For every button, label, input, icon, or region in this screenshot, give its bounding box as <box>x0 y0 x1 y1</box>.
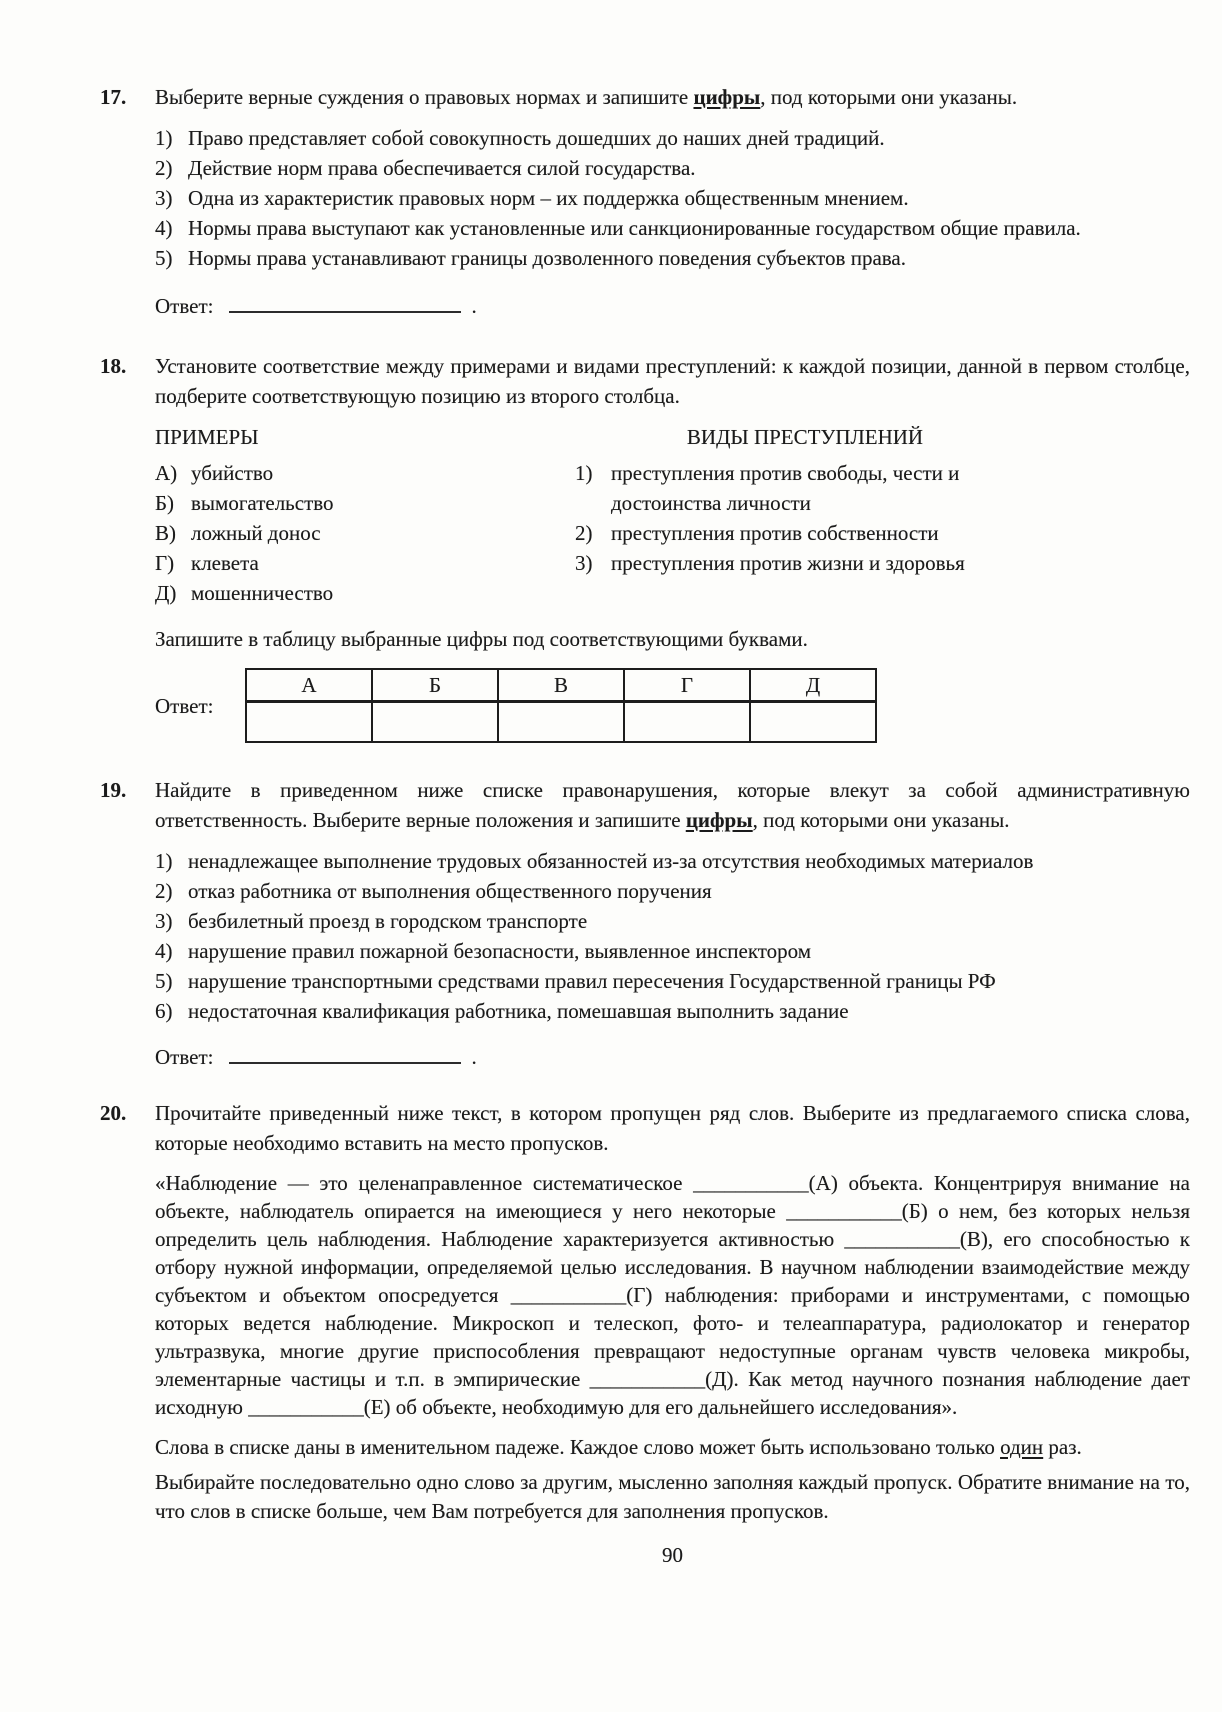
item-number: 1) <box>155 849 173 873</box>
list-item <box>155 153 1190 183</box>
crime-types-column <box>575 422 1035 608</box>
question-18-number: 18. <box>100 354 127 378</box>
table-header-cell: Г <box>624 669 750 702</box>
item-text: нарушение правил пожарной безопасности, выявленное инспектором <box>188 939 812 963</box>
example-item <box>155 458 575 488</box>
item-number: 4) <box>155 939 173 963</box>
table-header-cell: Д <box>750 669 876 702</box>
table-header-row <box>246 669 876 702</box>
table-header-cell: А <box>246 669 372 702</box>
list-item <box>155 243 1190 273</box>
question-17-intro <box>155 82 1190 112</box>
intro-text: Найдите в приведенном ниже списке правонарушения, которые влекут за собой административную ответственность. Выберите верные положения и запишите <box>155 778 1190 832</box>
page-number: 90 <box>662 1543 683 1567</box>
item-number: 3) <box>155 909 173 933</box>
table-input-cell[interactable] <box>372 702 498 743</box>
match-answer-table <box>245 668 877 743</box>
answer-label: Ответ: <box>155 294 214 318</box>
crime-type-item <box>575 548 1035 578</box>
item-letter: Д) <box>155 581 177 605</box>
table-input-cell[interactable] <box>624 702 750 743</box>
question-20-number: 20. <box>100 1101 127 1125</box>
table-header-cell: В <box>498 669 624 702</box>
item-number: 5) <box>155 246 173 270</box>
answer-blank[interactable] <box>229 296 461 313</box>
question-17-number: 17. <box>100 85 127 109</box>
examples-header: ПРИМЕРЫ <box>155 425 259 449</box>
question-19-intro <box>155 775 1190 835</box>
item-number: 3) <box>155 186 173 210</box>
answer-period: . <box>471 1045 477 1069</box>
answer-blank[interactable] <box>229 1047 461 1064</box>
example-item <box>155 548 575 578</box>
item-number: 3) <box>575 551 593 575</box>
item-text: Одна из характеристик правовых норм – их поддержка общественным мнением. <box>188 186 909 210</box>
crime-types-header: ВИДЫ ПРЕСТУПЛЕНИЙ <box>686 425 924 449</box>
note-text: раз. <box>1043 1435 1082 1459</box>
item-text: клевета <box>191 551 259 575</box>
list-item <box>155 936 1190 966</box>
item-letter: Г) <box>155 551 175 575</box>
item-text: Право представляет собой совокупность дошедших до наших дней традиций. <box>188 126 885 150</box>
list-item <box>155 876 1190 906</box>
list-item <box>155 123 1190 153</box>
item-number: 1) <box>155 126 173 150</box>
item-text: убийство <box>191 461 274 485</box>
item-letter: В) <box>155 521 176 545</box>
intro-text: , под которыми они указаны. <box>752 808 1010 832</box>
item-text: недостаточная квалификация работника, помешавшая выполнить задание <box>188 999 849 1023</box>
item-number: 2) <box>155 879 173 903</box>
passage-note-2: Выбирайте последовательно одно слово за другим, мысленно заполняя каждый пропуск. Обратите внимание на то, что слов в списке больше, чем Вам потребуется для заполнения пропусков. <box>155 1470 1190 1523</box>
table-input-cell[interactable] <box>498 702 624 743</box>
answer-label: Ответ: <box>155 1045 214 1069</box>
item-text: преступления против свободы, чести и достоинства личности <box>611 461 960 515</box>
table-input-cell[interactable] <box>246 702 372 743</box>
item-letter: А) <box>155 461 178 485</box>
question-18-intro: Установите соответствие между примерами и видами преступлений: к каждой позиции, данной в первом столбце, подберите соответствующую позицию из второго столбца. <box>155 354 1190 408</box>
question-20-intro: Прочитайте приведенный ниже текст, в котором пропущен ряд слов. Выберите из предлагаемого списка слова, которые необходимо вставить на место пропусков. <box>155 1101 1190 1155</box>
list-item <box>155 846 1190 876</box>
list-item <box>155 183 1190 213</box>
answer-row <box>155 1042 1190 1072</box>
question-19-number: 19. <box>100 778 127 802</box>
table-instruction: Запишите в таблицу выбранные цифры под соответствующими буквами. <box>155 627 808 651</box>
item-text: Нормы права выступают как установленные или санкционированные государством общие правила. <box>188 216 1081 240</box>
item-text: Действие норм права обеспечивается силой государства. <box>188 156 696 180</box>
item-text: преступления против собственности <box>611 521 939 545</box>
item-text: отказ работника от выполнения общественного поручения <box>188 879 712 903</box>
passage-note-1 <box>155 1433 1190 1462</box>
answer-label: Ответ: <box>155 693 214 718</box>
item-text: ненадлежащее выполнение трудовых обязанностей из-за отсутствия необходимых материалов <box>188 849 1034 873</box>
example-item <box>155 488 575 518</box>
matching-columns <box>155 422 1190 608</box>
item-number: 5) <box>155 969 173 993</box>
item-number: 6) <box>155 999 173 1023</box>
keyword-tsifry: цифры <box>693 85 761 109</box>
item-text: мошенничество <box>191 581 334 605</box>
list-item <box>155 906 1190 936</box>
item-number: 2) <box>155 156 173 180</box>
examples-column <box>155 422 575 608</box>
keyword-odin: один <box>1000 1435 1044 1459</box>
table-input-cell[interactable] <box>750 702 876 743</box>
list-item <box>155 966 1190 996</box>
item-number: 4) <box>155 216 173 240</box>
item-text: безбилетный проезд в городском транспорте <box>188 909 588 933</box>
item-number: 1) <box>575 461 593 485</box>
question-18 <box>100 351 1190 743</box>
item-number: 2) <box>575 521 593 545</box>
intro-text: , под которыми они указаны. <box>760 85 1018 109</box>
item-text: ложный донос <box>191 521 321 545</box>
question-19 <box>100 775 1190 1072</box>
keyword-tsifry: цифры <box>685 808 753 832</box>
item-text: вымогательство <box>191 491 334 515</box>
table-header-cell: Б <box>372 669 498 702</box>
example-item <box>155 578 575 608</box>
item-text: преступления против жизни и здоровья <box>611 551 965 575</box>
question-17 <box>100 82 1190 321</box>
item-text: нарушение транспортными средствами правил пересечения Государственной границы РФ <box>188 969 996 993</box>
item-letter: Б) <box>155 491 175 515</box>
answer-row <box>155 291 1190 321</box>
list-item <box>155 213 1190 243</box>
answer-period: . <box>471 294 477 318</box>
question-20 <box>100 1098 1190 1526</box>
question-17-options <box>155 123 1190 273</box>
example-item <box>155 518 575 548</box>
crime-type-item <box>575 518 1035 548</box>
item-text: Нормы права устанавливают границы дозволенного поведения субъектов права. <box>188 246 906 270</box>
table-input-row <box>246 702 876 743</box>
list-item <box>155 996 1190 1026</box>
answer-table-row <box>155 668 1190 743</box>
question-19-options <box>155 846 1190 1026</box>
crime-type-item <box>575 458 1035 518</box>
intro-text: Выберите верные суждения о правовых нормах и запишите <box>155 85 694 109</box>
cloze-passage: «Наблюдение — это целенаправленное систематическое ___________(А) объекта. Концентрируя внимание на объекте, наблюдатель опирается на имеющиеся у него некоторые ___________(Б) о нем, без которых нельзя определить цель наблюдения. Наблюдение характеризуется активностью ___________(В), его способностью к отбору нужной информации, определяемой целью исследования. В научном наблюдении взаимодействие между субъектом и объектом опосредуется ___________(Г) наблюдения: приборами и инструментами, с помощью которых ведется наблюдение. Микроскоп и телескоп, фото- и телеаппаратура, радиолокатор и генератор ультразвука, многие другие приспособления превращают недоступные органам чувств человека микробы, элементарные частицы и т.п. в эмпирические ___________(Д). Как метод научного познания наблюдение дает исходную ___________(Е) об объекте, необходимую для его дальнейшего исследования». <box>155 1171 1190 1419</box>
note-text: Слова в списке даны в именительном падеже. Каждое слово может быть использовано только <box>155 1435 1001 1459</box>
